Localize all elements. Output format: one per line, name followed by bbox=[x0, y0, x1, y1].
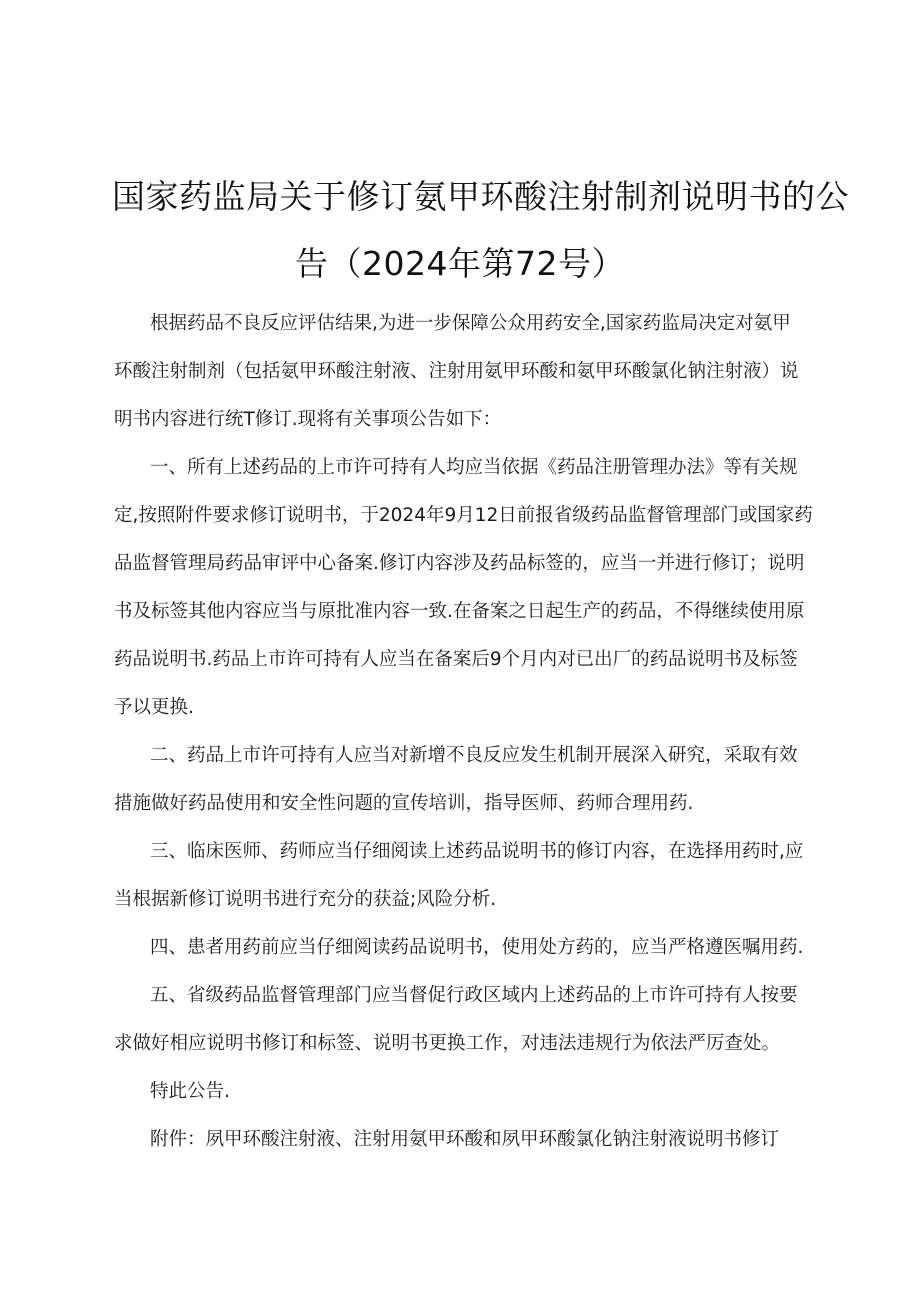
paragraph-item1-line-6: 予以更换. bbox=[114, 697, 194, 718]
closing-statement: 特此公告. bbox=[150, 1081, 230, 1102]
paragraph-item5-line-2: 求做好相应说明书修订和标签、说明书更换工作，对违法违规行为依法严厉查处。 bbox=[114, 1033, 781, 1054]
paragraph-item3-line-1: 三、临床医师、药师应当仔细阅读上述药品说明书的修订内容，在选择用药时,应 bbox=[150, 841, 804, 862]
paragraph-intro-line-1: 根据药品不良反应评估结果,为进一步保障公众用药安全,国家药监局决定对氨甲 bbox=[150, 313, 791, 334]
paragraph-item2-line-2: 措施做好药品使用和安全性问题的宣传培训，指导医师、药师合理用药. bbox=[114, 793, 694, 814]
paragraph-item2-line-1: 二、药品上市许可持有人应当对新增不良反应发生机制开展深入研究，采取有效 bbox=[150, 745, 798, 766]
paragraph-item1-line-2: 定,按照附件要求修订说明书，于2024年9月12日前报省级药品监督管理部门或国家药 bbox=[114, 505, 813, 526]
paragraph-intro-line-3: 明书内容进行统T修订.现将有关事项公告如下： bbox=[114, 409, 502, 430]
paragraph-item4-line-1: 四、患者用药前应当仔细阅读药品说明书，使用处方药的，应当严格遵医嘱用药. bbox=[150, 937, 804, 958]
paragraph-item5-line-1: 五、省级药品监督管理部门应当督促行政区域内上述药品的上市许可持有人按要 bbox=[150, 985, 798, 1006]
document-title-line-2: 告（2024年第72号） bbox=[295, 244, 625, 283]
paragraph-item1-line-3: 品监督管理局药品审评中心备案.修订内容涉及药品标签的，应当一并进行修订；说明 bbox=[114, 553, 805, 574]
paragraph-intro-line-2: 环酸注射制剂（包括氨甲环酸注射液、注射用氨甲环酸和氨甲环酸氯化钠注射液）说 bbox=[114, 361, 799, 382]
document-title-line-1: 国家药监局关于修订氨甲环酸注射制剂说明书的公 bbox=[112, 177, 849, 216]
paragraph-item1-line-4: 书及标签其他内容应当与原批准内容一致.在备案之日起生产的药品，不得继续使用原 bbox=[114, 601, 805, 622]
attachment-line: 附件：夙甲环酸注射液、注射用氨甲环酸和夙甲环酸氯化钠注射液说明书修订 bbox=[150, 1129, 780, 1150]
paragraph-item1-line-1: 一、所有上述药品的上市许可持有人均应当依据《药品注册管理办法》等有关规 bbox=[150, 457, 798, 478]
paragraph-item1-line-5: 药品说明书.药品上市许可持有人应当在备案后9个月内对已出厂的药品说明书及标签 bbox=[114, 649, 798, 670]
paragraph-item3-line-2: 当根据新修订说明书进行充分的获益;风险分析. bbox=[114, 889, 497, 910]
